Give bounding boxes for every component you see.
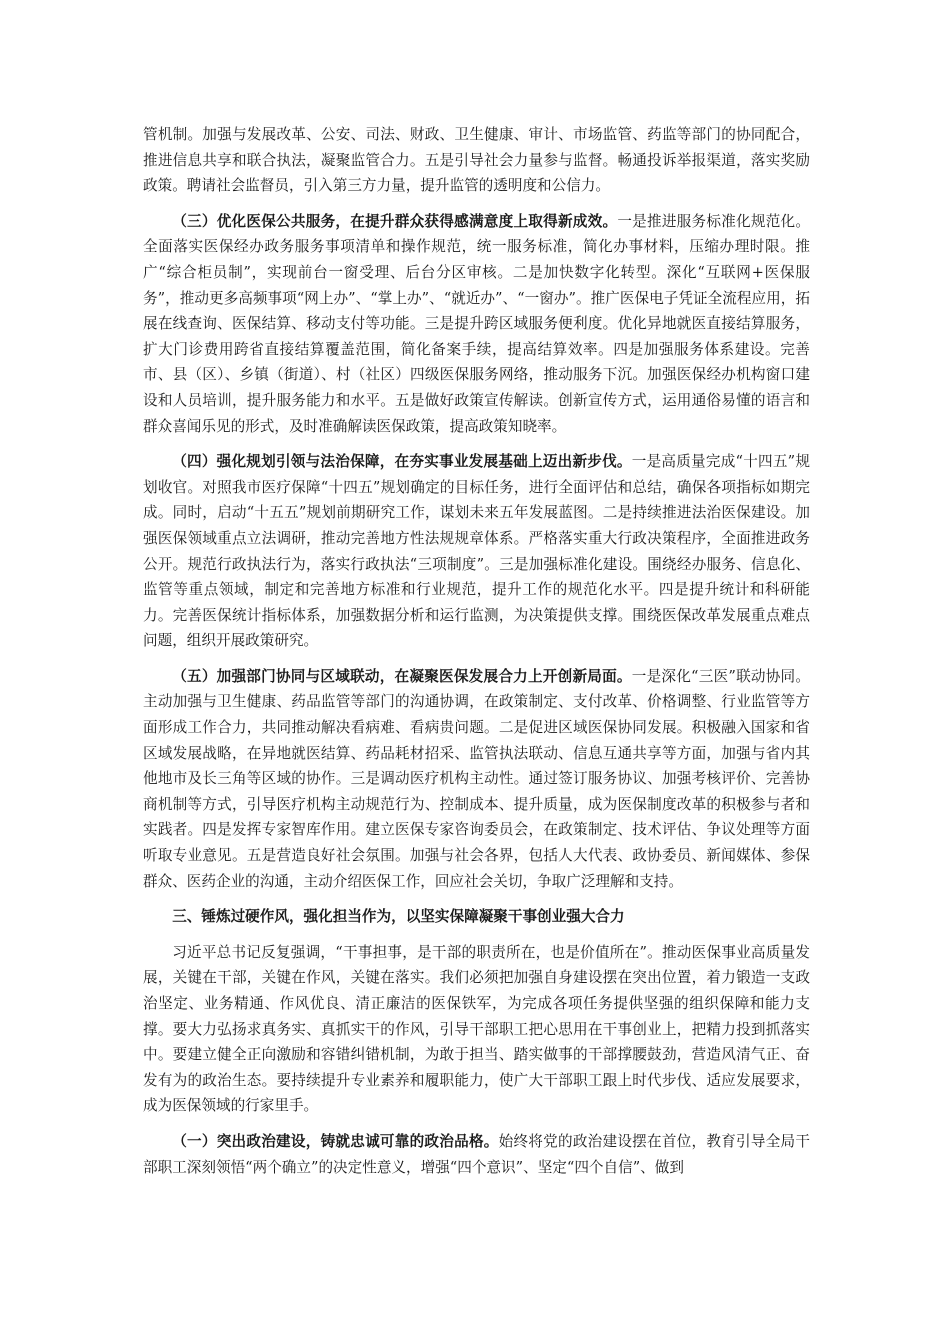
paragraph-section-intro [143, 940, 810, 1119]
paragraph-heading: （四）强化规划引领与法治保障，在夯实事业发展基础上迈出新步伐。 [172, 453, 632, 471]
paragraph-planning-rule-of-law [143, 449, 810, 654]
paragraph-optimize-public-service [143, 209, 810, 439]
paragraph-continuation [143, 122, 810, 199]
paragraph-department-coordination [143, 664, 810, 894]
paragraph-text: 管机制。加强与发展改革、公安、司法、财政、卫生健康、审计、市场监管、药监等部门的协同配合，推进信息共享和联合执法，凝聚监管合力。五是引导社会力量参与监督。畅通投诉举报渠道，落实奖励政策。聘请社会监督员，引入第三方力量，提升监管的透明度和公信力。 [143, 126, 810, 195]
paragraph-text: 一是推进服务标准化规范化。全面落实医保经办政务服务事项清单和操作规范，统一服务标准，简化办事材料，压缩办理时限。推广“综合柜员制”，实现前台一窗受理、后台分区审核。二是加快数字化转型。深化“互联网+医保服务”，推动更多高频事项“网上办”、“掌上办”、“就近办”、“一窗办”。推广医保电子凭证全流程应用，拓展在线查询、医保结算、移动支付等功能。三是提升跨区域服务便利度。优化异地就医直接结算服务，扩大门诊费用跨省直接结算覆盖范围，简化备案手续，提高结算效率。四是加强服务体系建设。完善市、县（区）、乡镇（街道）、村（社区）四级医保服务网络，推动服务下沉。加强医保经办机构窗口建设和人员培训，提升服务能力和水平。五是做好政策宣传解读。创新宣传方式，运用通俗易懂的语言和群众喜闻乐见的形式，及时准确解读医保政策，提高政策知晓率。 [143, 212, 810, 435]
paragraph-heading: （一）突出政治建设，铸就忠诚可靠的政治品格。 [172, 1132, 499, 1150]
section-heading: 三、锤炼过硬作风，强化担当作为，以坚实保障凝聚干事创业强大合力 [172, 908, 625, 926]
document-body [143, 122, 810, 1190]
paragraph-text: 始终将党的政治建设摆在首位，教育引导全局干部职工深刻领悟“两个确立”的决定性意义，增强“四个意识”、坚定“四个自信”、做到 [143, 1132, 810, 1176]
paragraph-heading: （五）加强部门协同与区域联动，在凝聚医保发展合力上开创新局面。 [172, 667, 632, 685]
paragraph-text: 一是高质量完成“十四五”规划收官。对照我市医疗保障“十四五”规划确定的目标任务，进行全面评估和总结，确保各项指标如期完成。同时，启动“十五五”规划前期研究工作，谋划未来五年发展蓝图。二是持续推进法治医保建设。加强医保领域重点立法调研，推动完善地方性法规规章体系。严格落实重大行政决策程序，全面推进政务公开。规范行政执法行为，落实行政执法“三项制度”。三是加强标准化建设。围绕经办服务、信息化、监管等重点领域，制定和完善地方标准和行业规范，提升工作的规范化水平。四是提升统计和科研能力。完善医保统计指标体系，加强数据分析和运行监测，为决策提供支撑。围绕医保改革发展重点难点问题，组织开展政策研究。 [143, 453, 810, 650]
paragraph-political-building [143, 1129, 810, 1180]
paragraph-text: 习近平总书记反复强调，“干事担事，是干部的职责所在，也是价值所在”。推动医保事业高质量发展，关键在干部，关键在作风，关键在落实。我们必须把加强自身建设摆在突出位置，着力锻造一支政治坚定、业务精通、作风优良、清正廉洁的医保铁军，为完成各项任务提供坚强的组织保障和能力支撑。要大力弘扬求真务实、真抓实干的作风，引导干部职工把心思用在干事创业上，把精力投到抓落实中。要建立健全正向激励和容错纠错机制，为敢于担当、踏实做事的干部撑腰鼓劲，营造风清气正、奋发有为的政治生态。要持续提升专业素养和履职能力，使广大干部职工跟上时代步伐、适应发展要求，成为医保领域的行家里手。 [143, 943, 810, 1115]
paragraph-heading: （三）优化医保公共服务，在提升群众获得感满意度上取得新成效。 [172, 212, 618, 230]
paragraph-text: 一是深化“三医”联动协同。主动加强与卫生健康、药品监管等部门的沟通协调，在政策制定、支付改革、价格调整、行业监管等方面形成工作合力，共同推动解决看病难、看病贵问题。二是促进区域医保协同发展。积极融入国家和省区域发展战略，在异地就医结算、药品耗材招采、监管执法联动、信息互通共享等方面，加强与省内其他地市及长三角等区域的协作。三是调动医疗机构主动性。通过签订服务协议、加强考核评价、完善协商机制等方式，引导医疗机构主动规范行为、控制成本、提升质量，成为医保制度改革的积极参与者和实践者。四是发挥专家智库作用。建立医保专家咨询委员会，在政策制定、技术评估、争议处理等方面听取专业意见。五是营造良好社会氛围。加强与社会各界，包括人大代表、政协委员、新闻媒体、参保群众、医药企业的沟通，主动介绍医保工作，回应社会关切，争取广泛理解和支持。 [143, 667, 810, 890]
